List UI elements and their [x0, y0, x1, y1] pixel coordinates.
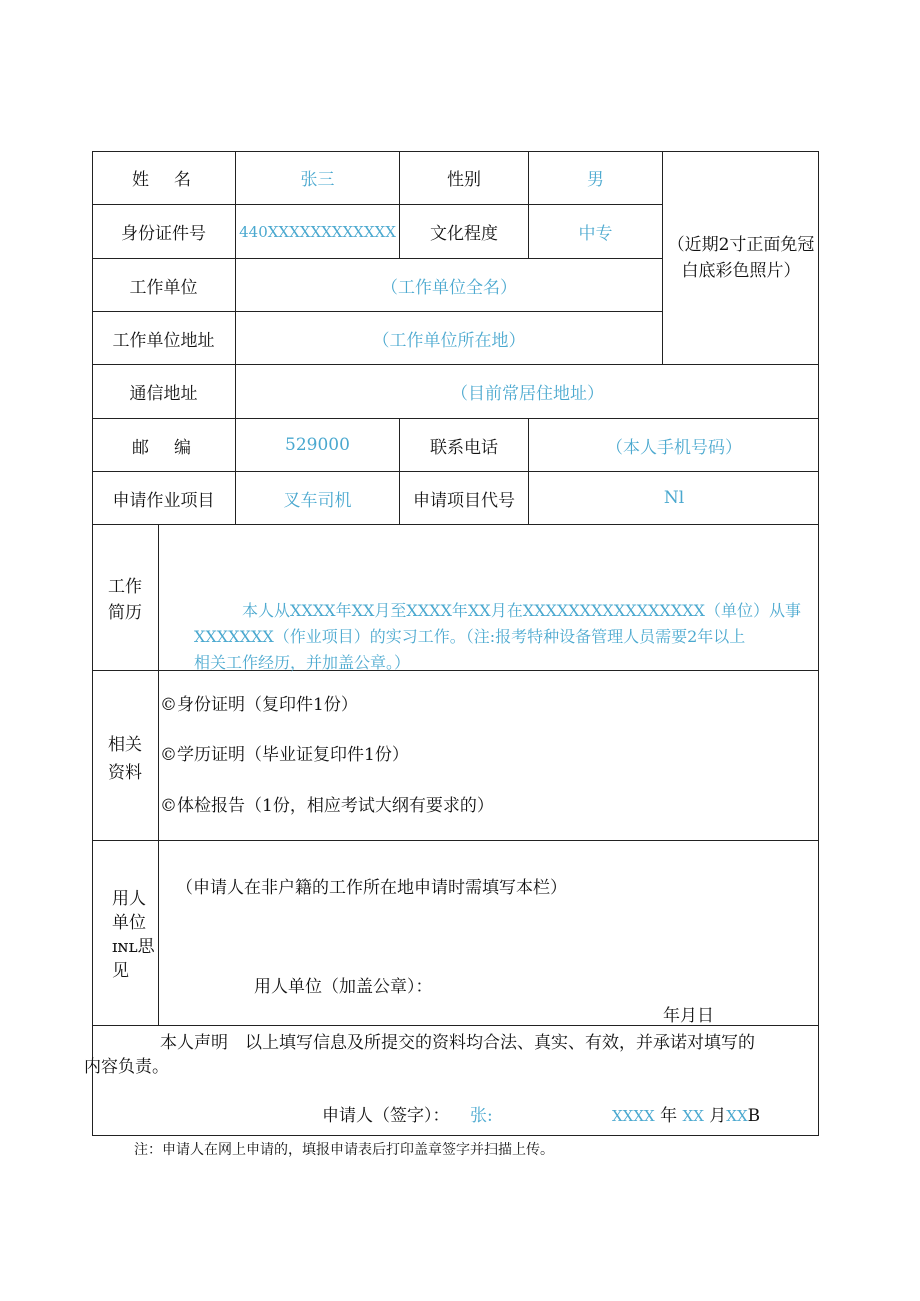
sign-date-day-unit: B: [747, 1106, 761, 1126]
work-history-line[interactable]: XXXXXXX（作业项目）的实习工作。（注:报考特种设备管理人员需要2年以上: [194, 627, 746, 646]
material-item[interactable]: ©学历证明（毕业证复印件1份）: [160, 745, 409, 765]
work-history-label-line: 工作: [108, 577, 142, 597]
education-label: 文化程度: [430, 224, 498, 244]
materials-label-line: 资料: [108, 763, 142, 783]
employer-opinion-date[interactable]: 年月日: [663, 1006, 714, 1026]
footnote: 注：申请人在网上申请的，填报申请表后打印盖章签字并扫描上传。: [134, 1142, 554, 1158]
col-divider: [158, 524, 159, 1026]
mail-address-label: 通信地址: [129, 384, 198, 404]
employer-opinion-note: （申请人在非户籍的工作所在地申请时需填写本栏）: [176, 878, 567, 898]
employer-address-value[interactable]: （工作单位所在地）: [372, 330, 526, 351]
name-value[interactable]: 张三: [300, 170, 335, 190]
name-label: 姓 名: [132, 170, 195, 190]
declaration-line: 本人声明 以上填写信息及所提交的资料均合法、真实、有效，并承诺对填写的: [160, 1033, 755, 1053]
project-code-value[interactable]: Nl: [663, 488, 685, 508]
employer-opinion-label: [112, 887, 155, 983]
project-code-label: 申请项目代号: [413, 490, 515, 511]
employer-opinion-label-line: ɪɴʟ思: [112, 937, 155, 957]
employer-opinion-label-line: 用人: [112, 889, 146, 909]
postcode-label: 邮 编: [132, 437, 195, 458]
project-label: 申请作业项目: [112, 490, 215, 511]
postcode-value[interactable]: 529000: [285, 435, 350, 455]
work-history-label-line: 简历: [108, 603, 142, 623]
row-divider: [92, 524, 819, 525]
sign-date-month: XX: [682, 1107, 704, 1125]
applicant-sign-label: 申请人（签字）：: [322, 1106, 450, 1126]
declaration-line: 内容负责。: [84, 1057, 169, 1077]
materials-label-line: 相关: [108, 735, 142, 755]
work-history-line[interactable]: 相关工作经历，并加盖公章。）: [194, 653, 411, 672]
employer-label: 工作单位: [129, 277, 198, 298]
row-divider: [92, 840, 819, 841]
gender-label: 性别: [447, 170, 481, 190]
material-item[interactable]: ©体检报告（1份，相应考试大纲有要求的）: [160, 796, 494, 816]
employer-seal-label[interactable]: 用人单位（加盖公章）：: [254, 977, 433, 997]
materials-label: [92, 731, 158, 787]
applicant-sign-value[interactable]: 张:: [470, 1106, 493, 1126]
gender-value[interactable]: 男: [587, 170, 604, 190]
photo-placeholder[interactable]: [663, 151, 819, 364]
id-number-value[interactable]: 440XXXXXXXXXXXX: [239, 222, 396, 241]
sign-date-month-unit: 月: [709, 1106, 727, 1126]
employer-opinion-label-line: 单位: [112, 913, 146, 933]
sign-date-day: XX: [726, 1107, 748, 1125]
mail-address-value[interactable]: （目前常居住地址）: [451, 384, 604, 404]
photo-note: （近期2寸正面免冠白底彩色照片）: [667, 234, 815, 281]
phone-label: 联系电话: [430, 437, 498, 458]
employer-address-label: 工作单位地址: [112, 330, 215, 351]
id-number-label: 身份证件号: [121, 224, 206, 244]
sign-date-year: XXXX: [612, 1107, 655, 1125]
material-item[interactable]: ©身份证明（复印件1份）: [160, 695, 358, 715]
sign-date-year-unit: 年: [660, 1106, 678, 1126]
employer-value[interactable]: （工作单位全名）: [381, 277, 517, 298]
project-value[interactable]: 叉车司机: [283, 490, 352, 511]
sign-date[interactable]: [612, 1101, 760, 1126]
employer-opinion-label-line: 见: [112, 961, 129, 981]
phone-value[interactable]: （本人手机号码）: [606, 437, 742, 458]
work-history-line[interactable]: 本人从XXXX年XX月至XXXX年XX月在XXXXXXXXXXXXXXXX（单位）从事: [242, 601, 801, 620]
work-history-label: [92, 574, 158, 626]
education-value[interactable]: 中专: [578, 224, 613, 244]
